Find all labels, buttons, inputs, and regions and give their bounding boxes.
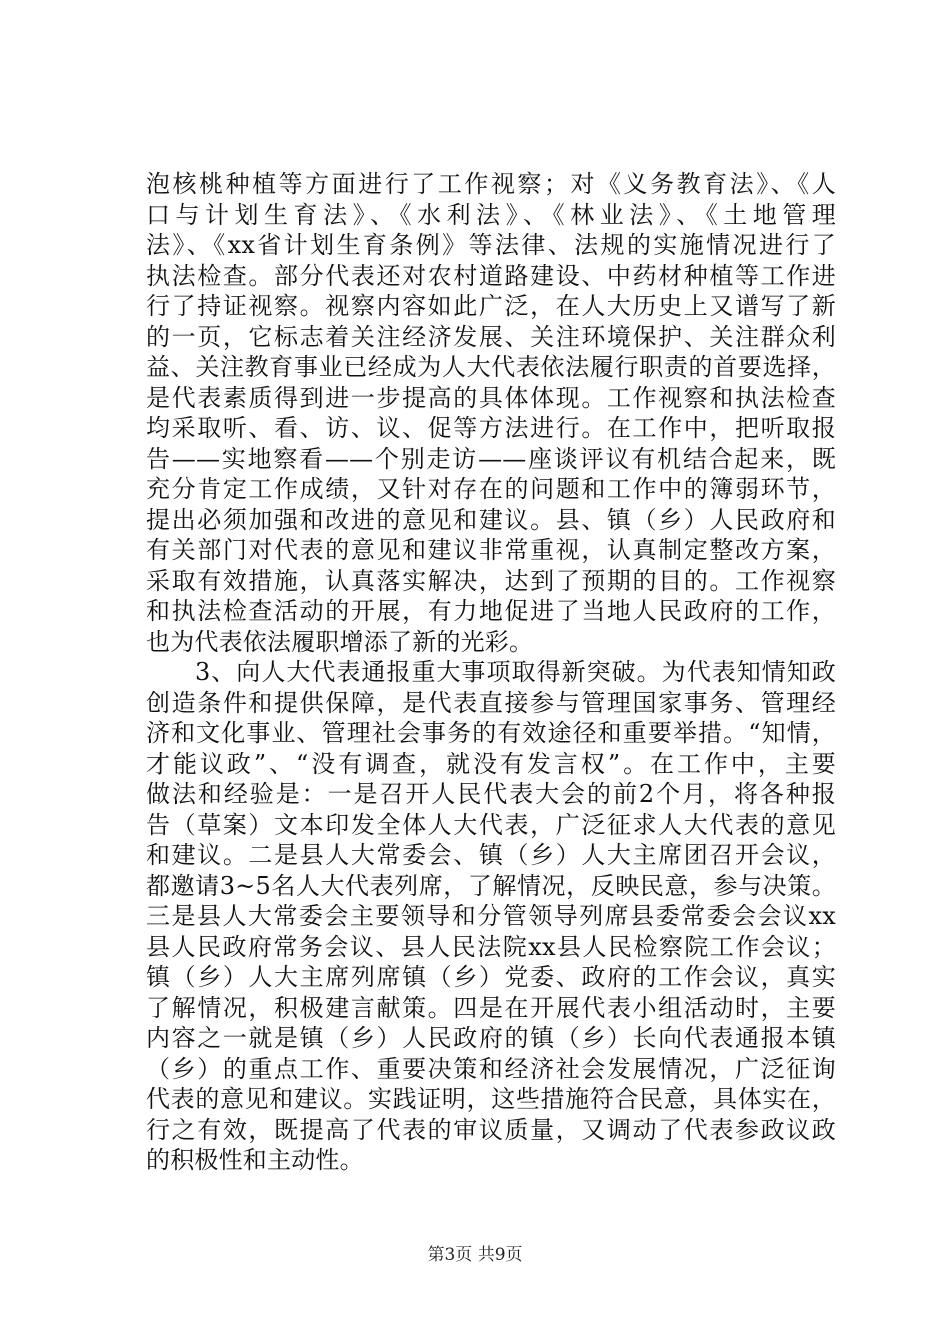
page-number-footer: 第3页 共9页 — [427, 1245, 523, 1265]
text-line: 采取有效措施，认真落实解决，达到了预期的目的。工作视察 — [146, 566, 836, 595]
text-line: 内容之一就是镇（乡）人民政府的镇（乡）长向代表通报本镇 — [146, 1024, 836, 1052]
text-line: 行之有效，既提高了代表的审议质量，又调动了代表参政议政 — [146, 1115, 836, 1144]
text-line: 告（草案）文本印发全体人大代表，广泛征求人大代表的意见 — [146, 810, 836, 839]
text-line: 口与计划生育法》、《水利法》、《林业法》、《土地管理 — [146, 200, 836, 229]
text-line: 也为代表依法履职增添了新的光彩。 — [146, 627, 534, 656]
text-line: （乡）的重点工作、重要决策和经济社会发展情况，广泛征询 — [146, 1054, 836, 1083]
text-line: 有关部门对代表的意见和建议非常重视，认真制定整改方案， — [146, 536, 836, 564]
text-line: 充分肯定工作成绩，又针对存在的问题和工作中的簿弱环节， — [146, 475, 836, 503]
text-line: 和执法检查活动的开展，有力地促进了当地人民政府的工作， — [146, 597, 836, 625]
text-line: 和建议。二是县人大常委会、镇（乡）人大主席团召开会议， — [146, 841, 836, 869]
text-line: 益、关注教育事业已经成为人大代表依法履行职责的首要选择， — [146, 353, 836, 381]
text-line: 均采取听、看、访、议、促等方法进行。在工作中，把听取报 — [146, 414, 836, 442]
text-line: 创造条件和提供保障，是代表直接参与管理国家事务、管理经 — [146, 688, 836, 717]
text-line: 了解情况，积极建言献策。四是在开展代表小组活动时，主要 — [146, 993, 836, 1022]
text-line: 做法和经验是：一是召开人民代表大会的前2个月，将各种报 — [146, 780, 836, 808]
text-line: 行了持证视察。视察内容如此广泛，在人大历史上又谱写了新 — [146, 292, 836, 320]
text-line: 3、向人大代表通报重大事项取得新突破。为代表知情知政 — [195, 658, 836, 686]
text-line: 都邀请3~5名人大代表列席，了解情况，反映民意，参与决策。 — [146, 871, 836, 900]
text-line: 代表的意见和建议。实践证明，这些措施符合民意，具体实在， — [146, 1085, 836, 1113]
text-line: 的积极性和主动性。 — [146, 1146, 364, 1174]
text-line: 三是县人大常委会主要领导和分管领导列席县委常委会会议xx — [146, 902, 836, 930]
text-line: 的一页，它标志着关注经济发展、关注环境保护、关注群众利 — [146, 322, 836, 351]
text-line: 才能议政”、“没有调查，就没有发言权”。在工作中，主要 — [146, 749, 836, 778]
text-line: 法》、《xx省计划生育条例》等法律、法规的实施情况进行了 — [146, 231, 836, 259]
text-line: 县人民政府常务会议、县人民法院xx县人民检察院工作会议； — [146, 932, 836, 961]
text-line: 告——实地察看——个别走访——座谈评议有机结合起来，既 — [146, 444, 836, 473]
text-line: 执法检查。部分代表还对农村道路建设、中药材种植等工作进 — [146, 261, 836, 290]
text-line: 泡核桃种植等方面进行了工作视察；对《义务教育法》、《人 — [146, 170, 836, 198]
text-line: 济和文化事业、管理社会事务的有效途径和重要举措。“知情， — [146, 719, 836, 747]
document-body — [146, 169, 836, 1176]
text-line: 是代表素质得到进一步提高的具体体现。工作视察和执法检查 — [146, 383, 836, 412]
text-line: 镇（乡）人大主席列席镇（乡）党委、政府的工作会议，真实 — [146, 963, 836, 991]
text-line: 提出必须加强和改进的意见和建议。县、镇（乡）人民政府和 — [146, 505, 836, 534]
